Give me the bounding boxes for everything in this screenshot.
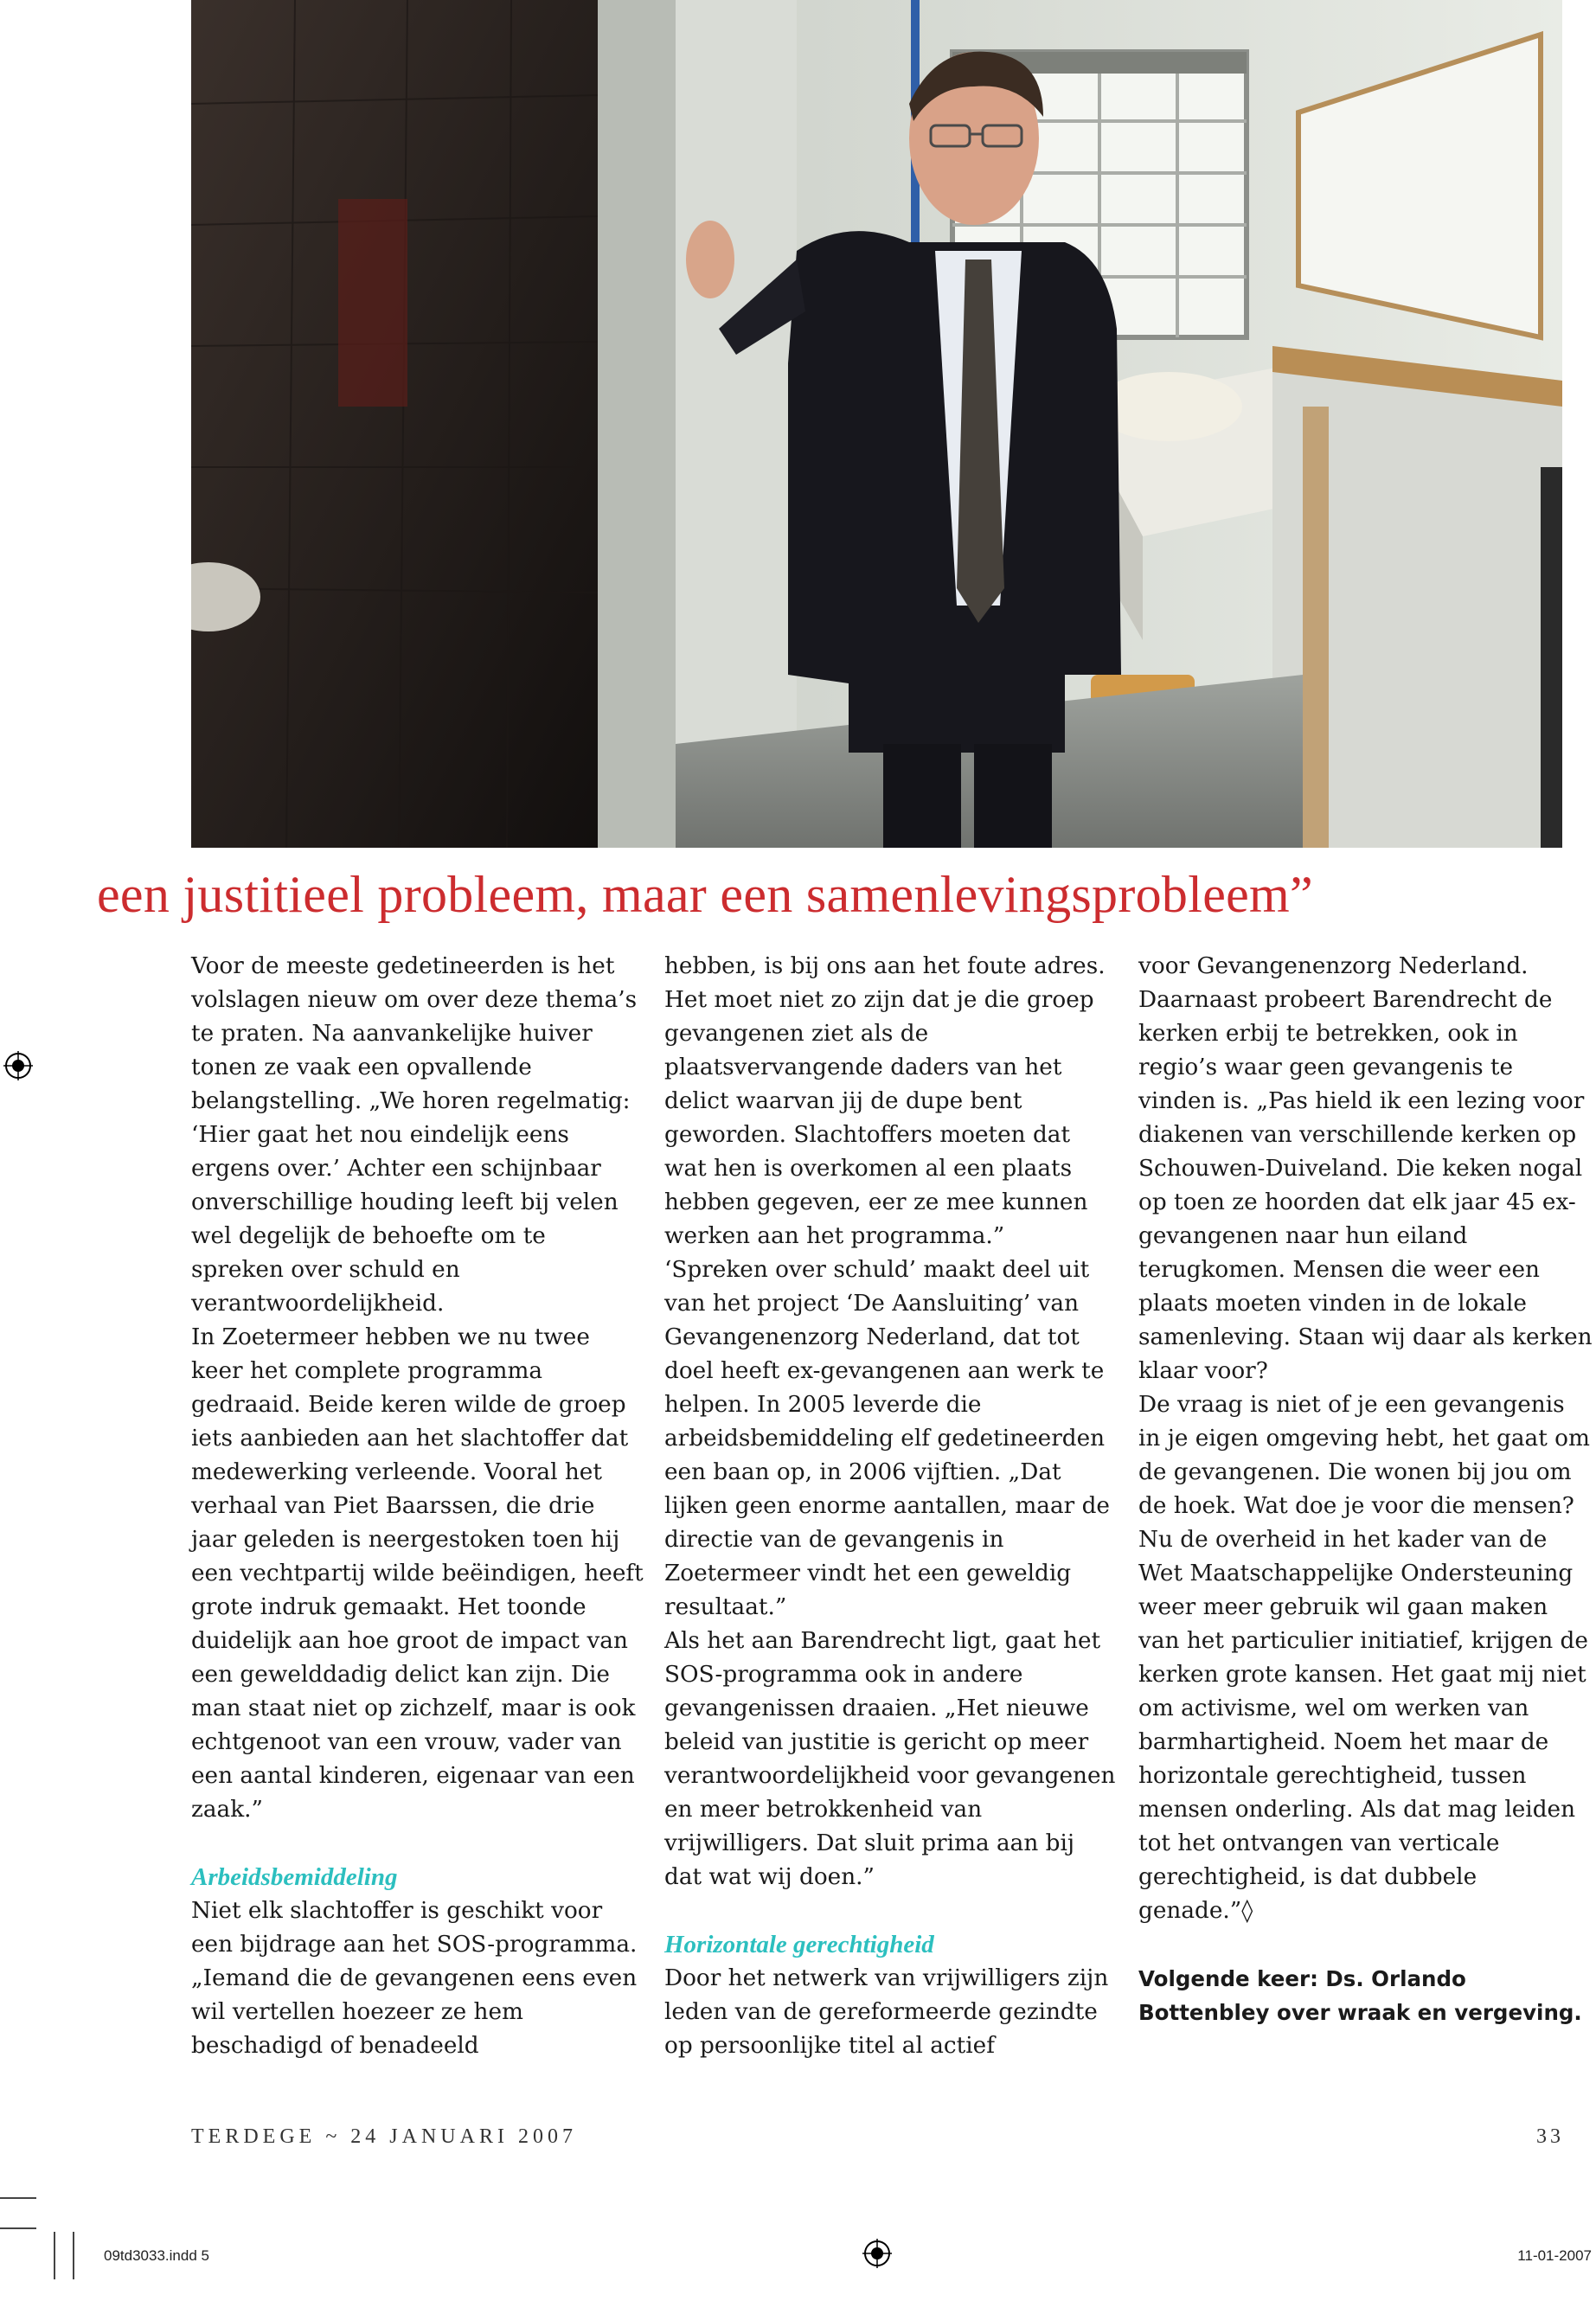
paragraph: De vraag is niet of je een gevangenis in je eigen omgeving hebt, het gaat om de gevangenen. Die wonen bij jou om de hoek. Wat doe je voor die mensen? Nu de overheid in het kader van de Wet Maatschappelijke Ondersteuning weer meer gebruik wil gaan maken van het particulier initiatief, krijgen de kerken grote kansen. Het gaat mij niet om activisme, wel om werken van barmhartigheid. Noem het maar de horizontale gerechtigheid, tussen mensen onderling. Als dat mag leiden tot het ontvangen van verticale gerechtigheid, is dat dubbele genade.”◊ — [1138, 1392, 1590, 1924]
column-2 — [664, 950, 1118, 2063]
next-issue-note: Volgende keer: Ds. Orlando Bottenbley over wraak en vergeving. — [1138, 1966, 1582, 2025]
paragraph: Niet elk slachtoffer is geschikt voor een bijdrage aan het SOS-programma. „Iemand die de gevangenen eens even wil vertellen hoezeer ze hem beschadigd of benadeeld — [191, 1898, 638, 2059]
headline: een justitieel probleem, maar een samenlevingsprobleem” — [97, 866, 1313, 923]
crop-mark — [0, 2197, 36, 2199]
paragraph: In Zoetermeer hebben we nu twee keer het complete programma gedraaid. Beide keren wilde de groep iets aanbieden aan het slachtoffer dat medewerking verleende. Vooral het verhaal van Piet Baarssen, die drie jaar geleden is neergestoken toen hij een vechtpartij wilde beëindigen, heeft grote indruk gemaakt. Het toonde duidelijk aan hoe groot de impact van een gewelddadig delict kan zijn. Die man staat niet op zichzelf, maar is ook echtgenoot van een vrouw, vader van een aantal kinderen, eigenaar van een zaak.” — [191, 1324, 644, 1823]
paragraph: Door het netwerk van vrijwilligers zijn leden van de gereformeerde gezindte op persoonlijke titel al actief — [664, 1965, 1109, 2059]
subheading-arbeidsbemiddeling: Arbeidsbemiddeling — [191, 1863, 398, 1891]
registration-mark-icon — [3, 1051, 33, 1080]
slug-filename: 09td3033.indd 5 — [104, 2247, 209, 2264]
column-1 — [191, 950, 645, 2063]
paragraph: hebben, is bij ons aan het foute adres. Het moet niet zo zijn dat je die groep gevangenen ziet als de plaatsvervangende daders van het delict waarvan jij de dupe bent geworden. Slachtoffers moeten dat wat hen is overkomen al een plaats hebben gegeven, eer ze mee kunnen werken aan het programma.” — [664, 953, 1106, 1249]
crop-mark — [73, 2232, 74, 2279]
article-photo — [191, 0, 1562, 848]
publication-footer: TERDEGE ~ 24 JANUARI 2007 — [191, 2125, 577, 2148]
crop-mark — [54, 2232, 55, 2279]
page-number: 33 — [1536, 2125, 1564, 2148]
column-3 — [1138, 950, 1593, 2029]
slug-date: 11-01-2007 — [1517, 2247, 1592, 2264]
paragraph: voor Gevangenenzorg Nederland. Daarnaast probeert Barendrecht de kerken erbij te betrekken, ook in regio’s waar geen gevangenis te vinden is. „Pas hield ik een lezing voor diakenen van verschillende kerken op Schouwen-Duiveland. Die keken nogal op toen ze hoorden dat elk jaar 45 ex-gevangenen naar hun eiland terugkomen. Mensen die weer een plaats moeten vinden in de lokale samenleving. Staan wij daar als kerken klaar voor? — [1138, 953, 1593, 1384]
paragraph: Voor de meeste gedetineerden is het volslagen nieuw om over deze thema’s te praten. Na aanvankelijke huiver tonen ze vaak een opvallende belangstelling. „We horen regelmatig: ‘Hier gaat het nou eindelijk eens ergens over.’ Achter een schijnbaar onverschillige houding leeft bij velen wel degelijk de behoefte om te spreken over schuld en verantwoordelijkheid. — [191, 953, 638, 1317]
registration-mark-icon — [862, 2239, 892, 2268]
paragraph: ‘Spreken over schuld’ maakt deel uit van het project ‘De Aansluiting’ van Gevangenenzorg Nederland, dat tot doel heeft ex-gevangenen aan werk te helpen. In 2005 leverde die arbeidsbemiddeling elf gedetineerden een baan op, in 2006 vijftien. „Dat lijken geen enorme aantallen, maar de directie van de gevangenis in Zoetermeer vindt het een geweldig resultaat.” — [664, 1257, 1110, 1620]
paragraph: Als het aan Barendrecht ligt, gaat het SOS-programma ook in andere gevangenissen draaien. „Het nieuwe beleid van justitie is gericht op meer verantwoordelijkheid voor gevangenen en meer betrokkenheid van vrijwilligers. Dat sluit prima aan bij dat wat wij doen.” — [664, 1628, 1116, 1890]
subheading-horizontale-gerechtigheid: Horizontale gerechtigheid — [664, 1931, 934, 1958]
prison-cell-photo — [191, 0, 1562, 848]
crop-mark — [0, 2227, 36, 2229]
